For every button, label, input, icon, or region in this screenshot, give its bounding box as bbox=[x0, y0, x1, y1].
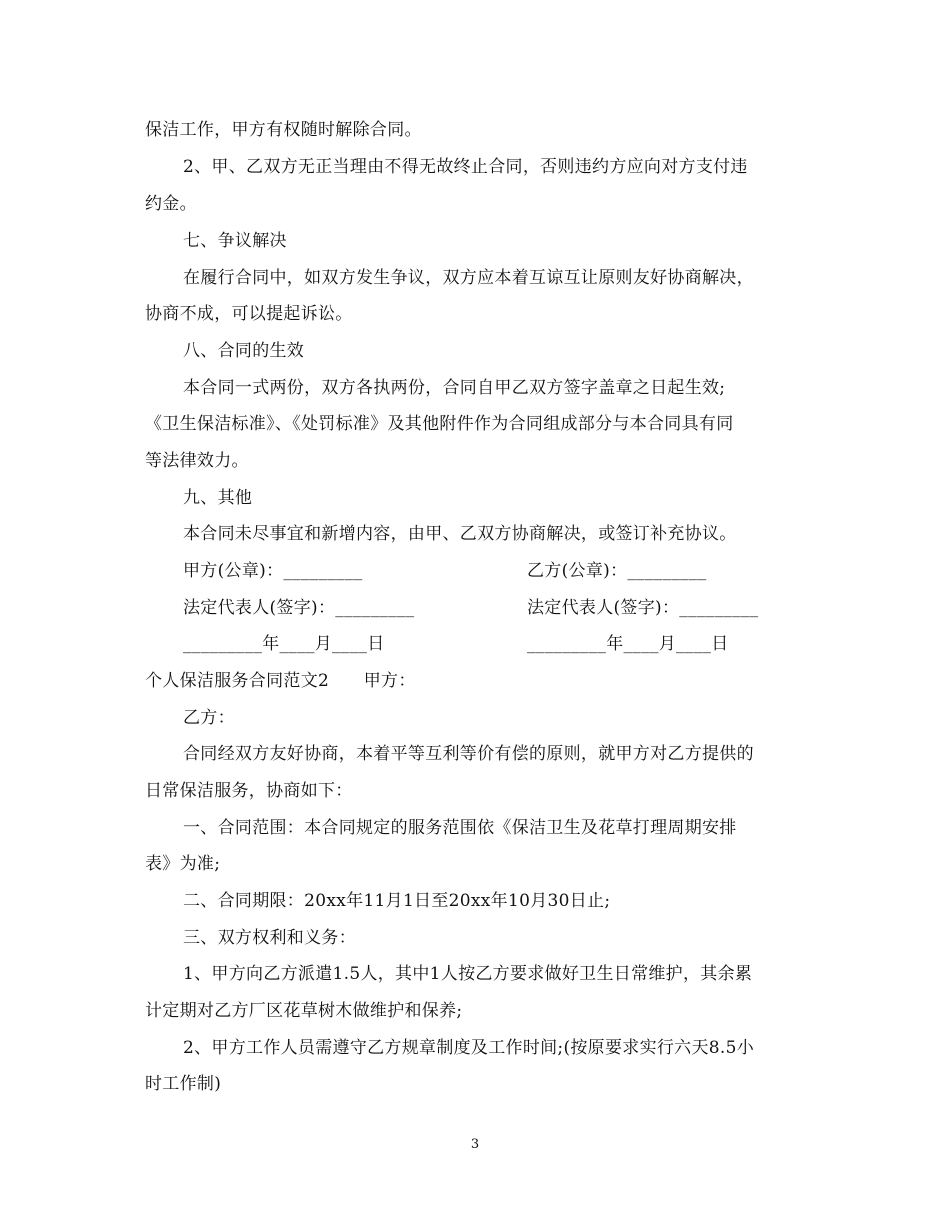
party-b-seal-field: 乙方(公章)：_________ bbox=[527, 561, 707, 581]
paragraph-line: 1、甲方向乙方派遣1.5人，其中1人按乙方要求做好卫生日常维护，其余累 bbox=[183, 964, 753, 984]
paragraph-line: 时工作制) bbox=[145, 1074, 222, 1094]
party-a-seal-field: 甲方(公章)：_________ bbox=[183, 561, 363, 581]
paragraph-line: 本合同未尽事宜和新增内容，由甲、乙双方协商解决，或签订补充协议。 bbox=[183, 524, 737, 544]
contract-title-line: 个人保洁服务合同范文2 甲方： bbox=[145, 671, 416, 691]
party-b-line: 乙方： bbox=[183, 708, 235, 728]
paragraph-line: 在履行合同中，如双方发生争议，双方应本着互谅互让原则友好协商解决， bbox=[183, 268, 754, 288]
section-heading: 八、合同的生效 bbox=[183, 341, 305, 361]
paragraph-line: 一、合同范围：本合同规定的服务范围依《保洁卫生及花草打理周期安排 bbox=[183, 818, 737, 838]
paragraph-line: 2、甲方工作人员需遵守乙方规章制度及工作时间;(按原要求实行六天8.5小 bbox=[183, 1038, 755, 1058]
paragraph-line: 表》为准; bbox=[145, 854, 221, 874]
party-a-representative-field: 法定代表人(签字)：_________ bbox=[183, 598, 415, 618]
paragraph-line: 协商不成，可以提起诉讼。 bbox=[145, 304, 353, 324]
paragraph-line: 日常保洁服务，协商如下： bbox=[145, 781, 353, 801]
paragraph-line: 本合同一式两份，双方各执两份，合同自甲乙双方签字盖章之日起生效; bbox=[183, 378, 726, 398]
paragraph-line: 合同经双方友好协商，本着平等互利等价有偿的原则，就甲方对乙方提供的 bbox=[183, 744, 754, 764]
paragraph-line: 约金。 bbox=[145, 194, 197, 214]
paragraph-line: 等法律效力。 bbox=[145, 451, 249, 471]
party-b-date-field: _________年____月____日 bbox=[527, 634, 729, 654]
paragraph-line: 保洁工作，甲方有权随时解除合同。 bbox=[145, 120, 422, 140]
section-heading: 三、双方权利和义务： bbox=[183, 928, 356, 948]
party-a-date-field: _________年____月____日 bbox=[183, 634, 385, 654]
paragraph-line: 二、合同期限：20xx年11月1日至20xx年10月30日止; bbox=[183, 891, 611, 911]
paragraph-line: 2、甲、乙双方无正当理由不得无故终止合同，否则违约方应向对方支付违 bbox=[183, 157, 748, 177]
paragraph-line: 计定期对乙方厂区花草树木做维护和保养; bbox=[145, 1001, 463, 1021]
paragraph-line: 《卫生保洁标准》、《处罚标准》及其他附件作为合同组成部分与本合同具有同 bbox=[145, 414, 734, 434]
section-heading: 九、其他 bbox=[183, 488, 253, 508]
page-number: 3 bbox=[470, 1137, 480, 1152]
party-b-representative-field: 法定代表人(签字)：_________ bbox=[527, 598, 759, 618]
section-heading: 七、争议解决 bbox=[183, 231, 287, 251]
